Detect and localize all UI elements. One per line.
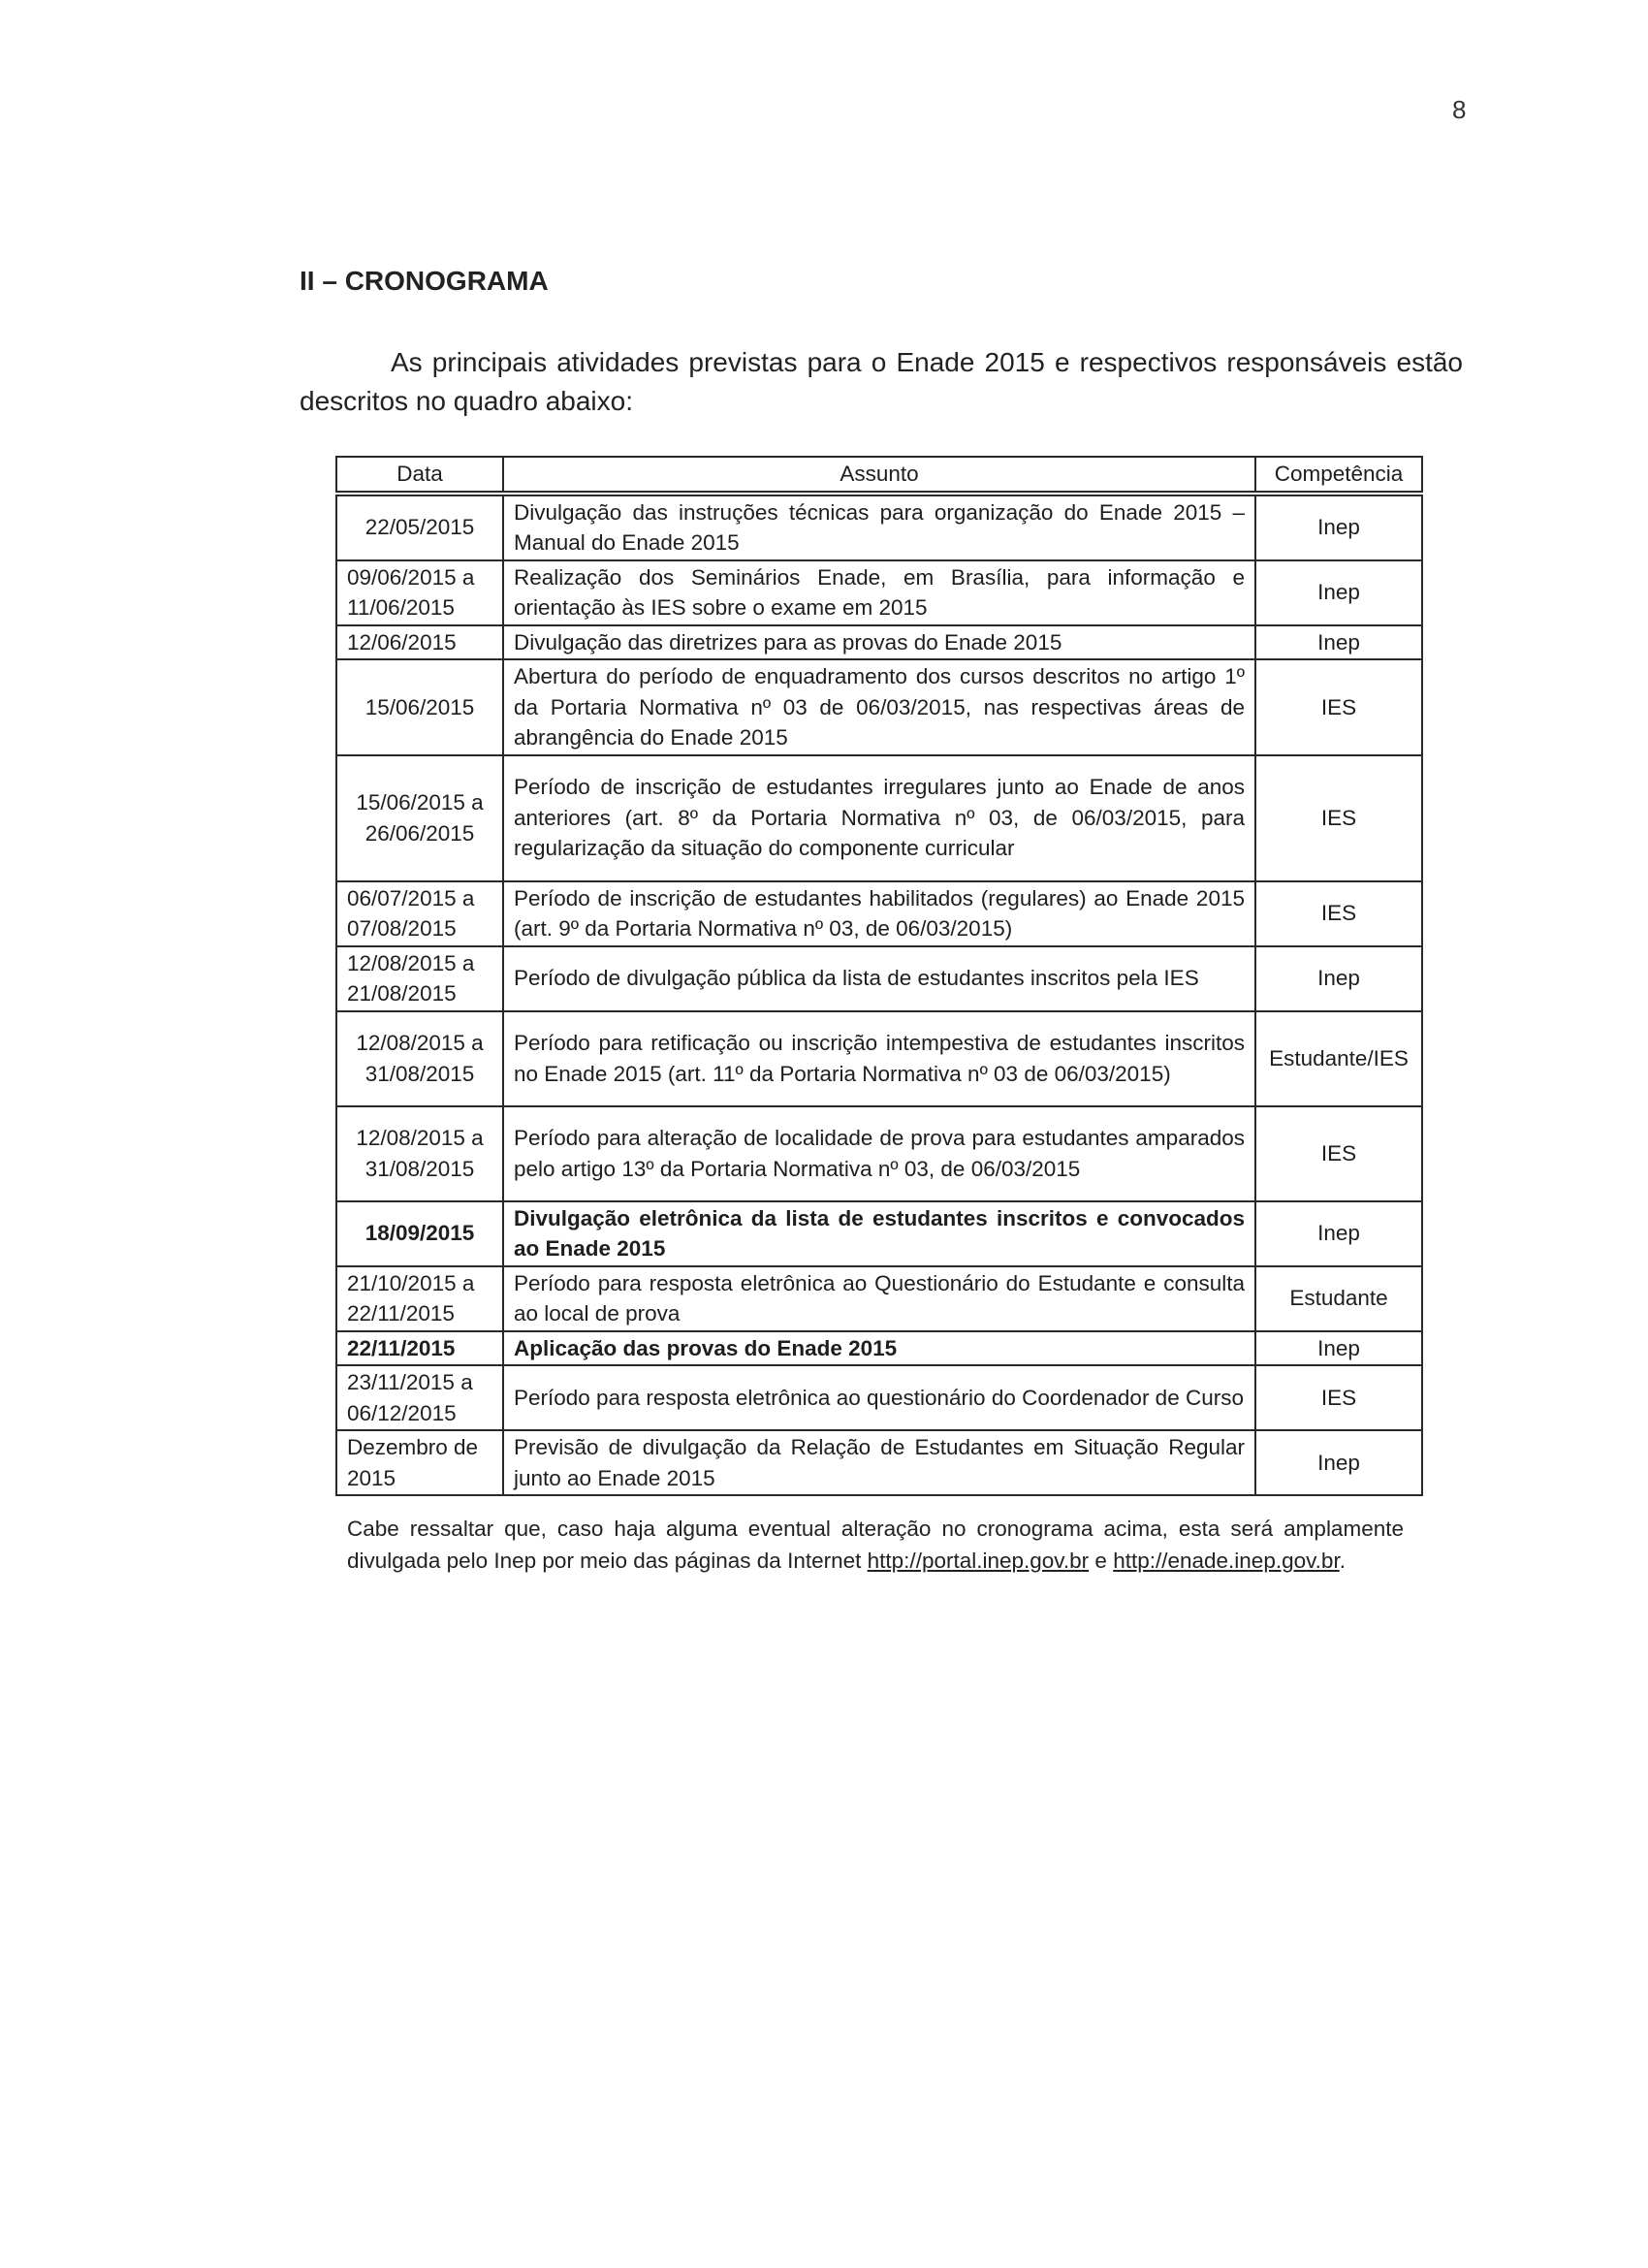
closing-note: [347, 1513, 1404, 1577]
schedule-table: [335, 456, 1423, 1496]
cell-data: 12/08/2015 a 21/08/2015: [336, 946, 503, 1011]
note-text: Cabe ressaltar que, caso haja alguma eventual alteração no cronograma acima, esta será amplamente divulgada pelo Inep por meio das páginas da Internet: [347, 1517, 1404, 1573]
cell-data: 06/07/2015 a 07/08/2015: [336, 881, 503, 946]
cell-assunto: Divulgação eletrônica da lista de estudantes inscritos e convocados ao Enade 2015: [503, 1201, 1255, 1266]
cell-assunto: Previsão de divulgação da Relação de Estudantes em Situação Regular junto ao Enade 2015: [503, 1430, 1255, 1495]
table-row: [336, 1106, 1422, 1201]
note-end: .: [1339, 1549, 1346, 1573]
table-row: [336, 1266, 1422, 1331]
cell-competencia: Estudante/IES: [1255, 1011, 1422, 1106]
cell-data: 15/06/2015 a 26/06/2015: [336, 755, 503, 881]
cell-competencia: IES: [1255, 659, 1422, 755]
page-number: 8: [1452, 95, 1467, 124]
cell-assunto: Aplicação das provas do Enade 2015: [503, 1331, 1255, 1366]
cell-assunto: Divulgação das instruções técnicas para organização do Enade 2015 – Manual do Enade 2015: [503, 494, 1255, 560]
cell-competencia: Inep: [1255, 946, 1422, 1011]
cell-assunto: Divulgação das diretrizes para as provas do Enade 2015: [503, 625, 1255, 660]
cell-data: 22/05/2015: [336, 494, 503, 560]
cell-competencia: Inep: [1255, 494, 1422, 560]
cell-data: 22/11/2015: [336, 1331, 503, 1366]
cell-assunto: Período para resposta eletrônica ao Questionário do Estudante e consulta ao local de prova: [503, 1266, 1255, 1331]
cell-assunto: Período para alteração de localidade de prova para estudantes amparados pelo artigo 13º da Portaria Normativa nº 03, de 06/03/2015: [503, 1106, 1255, 1201]
cell-assunto: Período de inscrição de estudantes habilitados (regulares) ao Enade 2015 (art. 9º da Portaria Normativa nº 03, de 06/03/2015): [503, 881, 1255, 946]
header-competencia: Competência: [1255, 457, 1422, 494]
table-header-row: [336, 457, 1422, 494]
cell-competencia: IES: [1255, 1365, 1422, 1430]
cell-data: 12/08/2015 a 31/08/2015: [336, 1106, 503, 1201]
cell-data: 23/11/2015 a 06/12/2015: [336, 1365, 503, 1430]
cell-assunto: Período para retificação ou inscrição intempestiva de estudantes inscritos no Enade 2015 (art. 11º da Portaria Normativa nº 03 de 06/03/2015): [503, 1011, 1255, 1106]
cell-assunto: Abertura do período de enquadramento dos cursos descritos no artigo 1º da Portaria Normativa nº 03 de 06/03/2015, nas respectivas áreas de abrangência do Enade 2015: [503, 659, 1255, 755]
cell-data: Dezembro de 2015: [336, 1430, 503, 1495]
table-row: [336, 755, 1422, 881]
table-row: [336, 1430, 1422, 1495]
cell-competencia: IES: [1255, 881, 1422, 946]
header-assunto: Assunto: [503, 457, 1255, 494]
cell-assunto: Período para resposta eletrônica ao questionário do Coordenador de Curso: [503, 1365, 1255, 1430]
section-title: II – CRONOGRAMA: [300, 266, 549, 296]
table-row: [336, 659, 1422, 755]
table-row: [336, 946, 1422, 1011]
cell-data: 15/06/2015: [336, 659, 503, 755]
cell-assunto: Realização dos Seminários Enade, em Brasília, para informação e orientação às IES sobre o exame em 2015: [503, 560, 1255, 625]
cell-competencia: Inep: [1255, 1331, 1422, 1366]
table-row: [336, 1011, 1422, 1106]
header-data: Data: [336, 457, 503, 494]
cell-data: 18/09/2015: [336, 1201, 503, 1266]
cell-competencia: Inep: [1255, 625, 1422, 660]
cell-assunto: Período de divulgação pública da lista de estudantes inscritos pela IES: [503, 946, 1255, 1011]
cell-competencia: IES: [1255, 1106, 1422, 1201]
note-connector: e: [1094, 1549, 1107, 1573]
cell-competencia: Estudante: [1255, 1266, 1422, 1331]
table-row: [336, 881, 1422, 946]
cell-competencia: Inep: [1255, 1201, 1422, 1266]
portal-link[interactable]: http://portal.inep.gov.br: [867, 1549, 1090, 1573]
table-row: [336, 1201, 1422, 1266]
cell-competencia: Inep: [1255, 1430, 1422, 1495]
cell-data: 12/08/2015 a 31/08/2015: [336, 1011, 503, 1106]
cell-competencia: Inep: [1255, 560, 1422, 625]
table-row: [336, 1331, 1422, 1366]
cell-assunto: Período de inscrição de estudantes irregulares junto ao Enade de anos anteriores (art. 8º da Portaria Normativa nº 03, de 06/03/2015, para regularização da situação do componente curricular: [503, 755, 1255, 881]
intro-paragraph: As principais atividades previstas para o Enade 2015 e respectivos responsáveis estão descritos no quadro abaixo:: [300, 347, 1463, 416]
table-row: [336, 494, 1422, 560]
cell-competencia: IES: [1255, 755, 1422, 881]
table-row: [336, 1365, 1422, 1430]
enade-link[interactable]: http://enade.inep.gov.br: [1113, 1549, 1340, 1573]
cell-data: 09/06/2015 a 11/06/2015: [336, 560, 503, 625]
cell-data: 21/10/2015 a 22/11/2015: [336, 1266, 503, 1331]
cell-data: 12/06/2015: [336, 625, 503, 660]
table-row: [336, 625, 1422, 660]
table-row: [336, 560, 1422, 625]
